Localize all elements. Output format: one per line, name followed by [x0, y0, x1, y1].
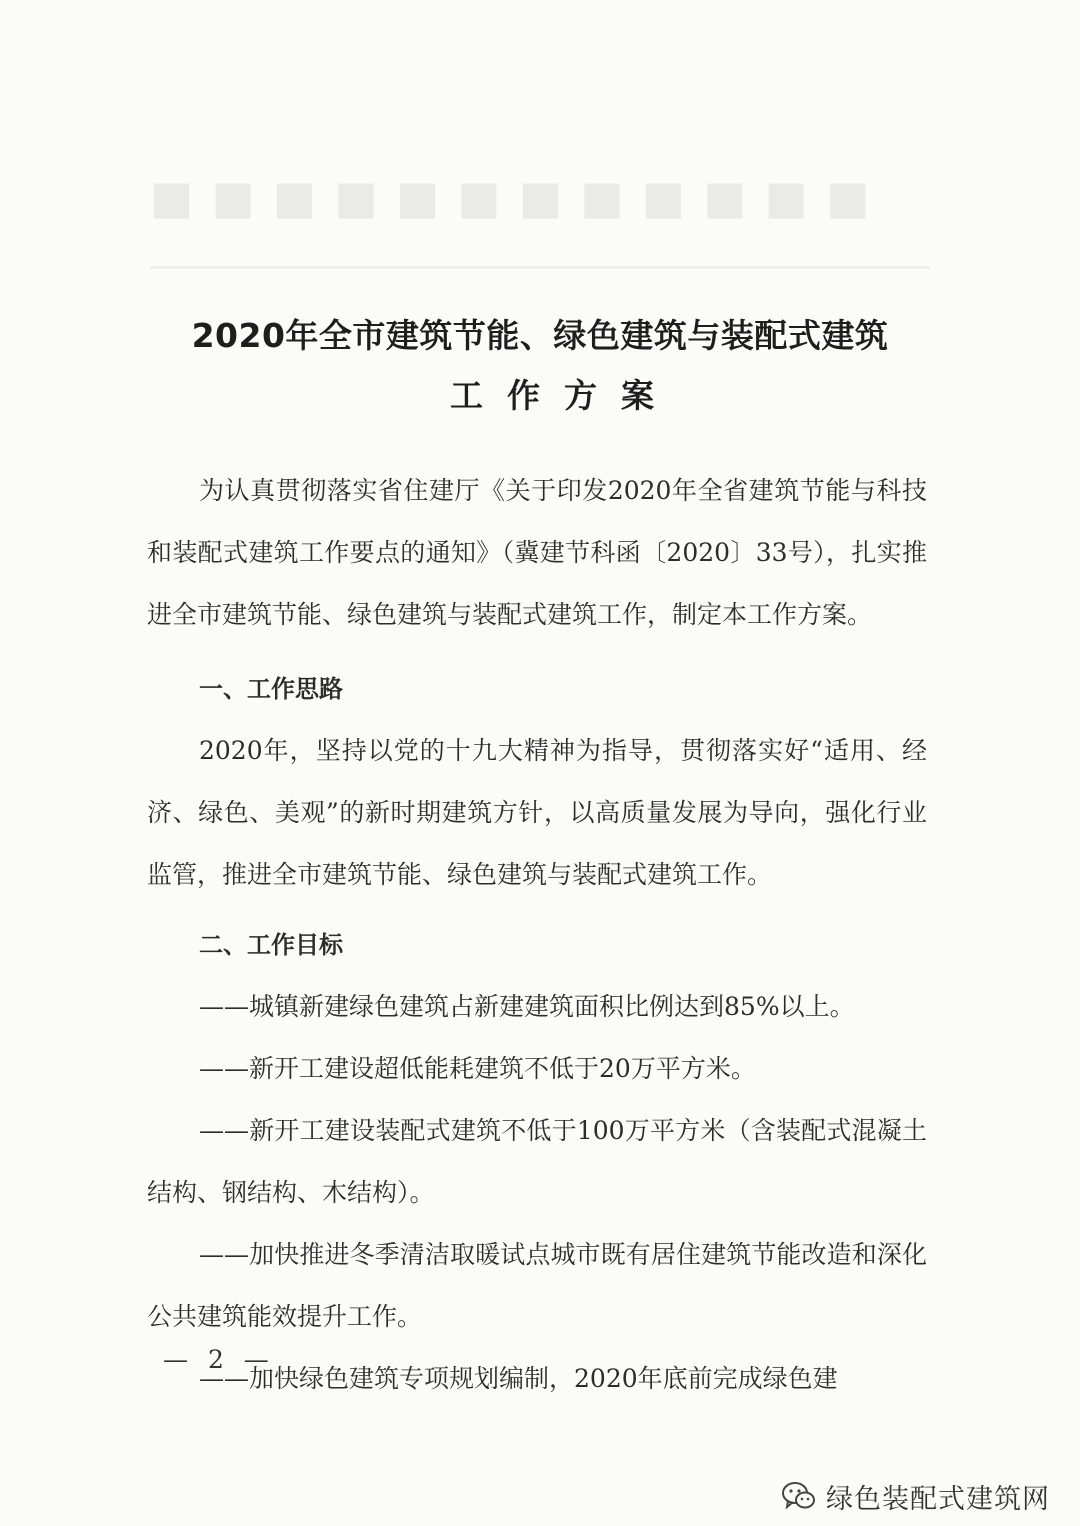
goal-item: ——新开工建设装配式建筑不低于100万平方米（含装配式混凝土结构、钢结构、木结构）。	[147, 1116, 927, 1207]
goal-item: ——城镇新建绿色建筑占新建建筑面积比例达到85%以上。	[199, 992, 855, 1021]
section-2	[147, 914, 927, 1410]
watermark-text: 绿色装配式建筑网	[826, 1483, 1050, 1515]
goal-item: ——加快绿色建筑专项规划编制，2020年底前完成绿色建	[199, 1364, 838, 1393]
document-title-line-2: 工作方案	[450, 376, 678, 415]
section-1-heading: 一、工作思路	[199, 675, 343, 703]
goal-item: ——加快推进冬季清洁取暖试点城市既有居住建筑节能改造和深化公共建筑能效提升工作。	[147, 1240, 927, 1331]
bleed-through-stamp: ■■■■■■■■■■■■	[150, 170, 888, 224]
intro-block	[147, 460, 927, 646]
goal-item: ——新开工建设超低能耗建筑不低于20万平方米。	[199, 1054, 756, 1083]
wechat-icon	[782, 1481, 816, 1511]
document-title-line-1: 2020年全市建筑节能、绿色建筑与装配式建筑	[191, 316, 889, 355]
page-number: — 2 —	[163, 1345, 275, 1374]
section-1-paragraph: 2020年，坚持以党的十九大精神为指导，贯彻落实好“适用、经济、绿色、美观”的新时期建筑方针，以高质量发展为导向，强化行业监管，推进全市建筑节能、绿色建筑与装配式建筑工作。	[147, 736, 927, 889]
section-1	[147, 658, 927, 906]
section-2-heading: 二、工作目标	[199, 931, 343, 959]
watermark	[782, 1478, 1050, 1514]
bleed-through-rule	[150, 266, 930, 269]
intro-paragraph: 为认真贯彻落实省住建厅《关于印发2020年全省建筑节能与科技和装配式建筑工作要点的通知》（冀建节科函〔2020〕33号），扎实推进全市建筑节能、绿色建筑与装配式建筑工作，制定本工作方案。	[147, 476, 927, 629]
